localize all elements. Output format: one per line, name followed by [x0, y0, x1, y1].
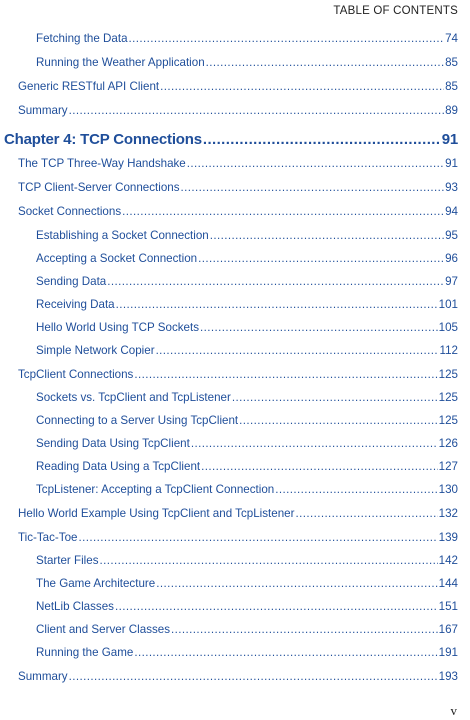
toc-entry[interactable] [18, 368, 458, 381]
dot-leader [134, 646, 437, 659]
toc-entry-page: 139 [438, 531, 458, 544]
toc-entry-page: 144 [438, 577, 458, 590]
dot-leader [69, 104, 444, 117]
toc-entry-page: 96 [445, 252, 458, 265]
dot-leader [203, 131, 441, 148]
toc-entry-page: 85 [445, 80, 458, 93]
toc-entry-page: 91 [441, 131, 458, 148]
toc-entry-title: Summary [18, 104, 68, 117]
toc-entry-page: 112 [439, 344, 458, 357]
toc-entry-page: 167 [438, 623, 458, 636]
toc-entry-title: Connecting to a Server Using TcpClient [36, 414, 239, 427]
dot-leader [198, 252, 444, 265]
dot-leader [191, 437, 438, 450]
dot-leader [134, 368, 437, 381]
dot-leader [160, 80, 444, 93]
dot-leader [187, 157, 444, 170]
toc-entry-title: Accepting a Socket Connection [36, 252, 198, 265]
toc-entry-title: Sockets vs. TcpClient and TcpListener [36, 391, 231, 404]
toc-entry-title: Fetching the Data [36, 32, 128, 45]
dot-leader [239, 414, 438, 427]
toc-entry[interactable] [18, 531, 458, 544]
dot-leader [200, 321, 438, 334]
dot-leader [210, 229, 444, 242]
toc-entry[interactable] [36, 321, 458, 334]
toc-entry[interactable] [36, 437, 458, 450]
toc-entry[interactable] [36, 414, 458, 427]
toc-entry-title: Hello World Example Using TcpClient and TcpListener [18, 507, 295, 520]
toc-entry[interactable] [18, 205, 458, 218]
toc-entry-page: 95 [445, 229, 458, 242]
dot-leader [156, 344, 439, 357]
toc-entry-title: Summary [18, 670, 68, 683]
toc-entry[interactable] [36, 275, 458, 288]
toc-chapter-entry[interactable] [4, 131, 458, 148]
toc-entry-page: 74 [445, 32, 458, 45]
toc-entry[interactable] [36, 229, 458, 242]
dot-leader [100, 554, 438, 567]
toc-entry-page: 97 [445, 275, 458, 288]
running-header: TABLE OF CONTENTS [333, 5, 458, 17]
toc-entry-title: TcpListener: Accepting a TcpClient Connection [36, 483, 275, 496]
toc-entry-title: Running the Game [36, 646, 134, 659]
toc-entry-title: Starter Files [36, 554, 99, 567]
dot-leader [171, 623, 438, 636]
dot-leader [181, 181, 445, 194]
toc-entry-title: Establishing a Socket Connection [36, 229, 209, 242]
toc-entry[interactable] [18, 80, 458, 93]
dot-leader [295, 507, 437, 520]
toc-entry[interactable] [36, 483, 458, 496]
toc-entry-page: 127 [438, 460, 458, 473]
toc-entry-page: 132 [438, 507, 458, 520]
toc-entry-page: 130 [438, 483, 458, 496]
toc-entry-page: 105 [438, 321, 458, 334]
toc-entry[interactable] [18, 181, 458, 194]
toc-entry[interactable] [18, 507, 458, 520]
dot-leader [129, 32, 445, 45]
toc-entry[interactable] [36, 298, 458, 311]
dot-leader [116, 298, 438, 311]
toc-entry-page: 101 [438, 298, 458, 311]
toc-entry-title: TCP Client-Server Connections [18, 181, 180, 194]
toc-entry-page: 125 [438, 391, 458, 404]
toc-entry-title: The Game Architecture [36, 577, 156, 590]
toc-entry-page: 94 [445, 205, 458, 218]
toc-entry-page: 125 [438, 414, 458, 427]
toc-entry[interactable] [36, 646, 458, 659]
toc-entry-title: Tic-Tac-Toe [18, 531, 78, 544]
toc-entry[interactable] [18, 670, 458, 683]
dot-leader [201, 460, 438, 473]
toc-entry-title: The TCP Three-Way Handshake [18, 157, 186, 170]
toc-entry-title: Receiving Data [36, 298, 115, 311]
toc-entry-page: 142 [438, 554, 458, 567]
dot-leader [69, 670, 438, 683]
toc-entry-title: Simple Network Copier [36, 344, 155, 357]
dot-leader [115, 600, 438, 613]
dot-leader [156, 577, 437, 590]
toc-entry[interactable] [36, 56, 458, 69]
toc-entry-title: Socket Connections [18, 205, 122, 218]
toc-entry-page: 151 [438, 600, 458, 613]
toc-entry-title: TcpClient Connections [18, 368, 134, 381]
toc-entry-page: 125 [438, 368, 458, 381]
toc-entry-title: Chapter 4: TCP Connections [4, 131, 202, 148]
toc-entry-title: Hello World Using TCP Sockets [36, 321, 200, 334]
toc-entry[interactable] [18, 157, 458, 170]
toc-entry-page: 89 [445, 104, 458, 117]
toc-entry[interactable] [36, 252, 458, 265]
toc-entry[interactable] [36, 460, 458, 473]
toc-entry[interactable] [36, 577, 458, 590]
toc-entry-title: Reading Data Using a TcpClient [36, 460, 201, 473]
toc-entry[interactable] [18, 104, 458, 117]
toc-entry-title: Generic RESTful API Client [18, 80, 160, 93]
toc-entry-title: NetLib Classes [36, 600, 114, 613]
dot-leader [78, 531, 437, 544]
dot-leader [232, 391, 438, 404]
toc-entry[interactable] [36, 600, 458, 613]
toc-entry-page: 93 [445, 181, 458, 194]
page-number: v [450, 703, 457, 718]
toc-entry-page: 126 [438, 437, 458, 450]
toc-entry-page: 191 [438, 646, 458, 659]
toc-entry[interactable] [36, 623, 458, 636]
dot-leader [107, 275, 444, 288]
toc-entry-title: Client and Server Classes [36, 623, 171, 636]
toc-entry-title: Sending Data Using TcpClient [36, 437, 190, 450]
dot-leader [275, 483, 437, 496]
toc-entry-title: Sending Data [36, 275, 107, 288]
toc-entry-page: 193 [438, 670, 458, 683]
dot-leader [122, 205, 444, 218]
toc-entry-page: 85 [445, 56, 458, 69]
toc-entry[interactable] [36, 554, 458, 567]
dot-leader [206, 56, 444, 69]
toc-entry[interactable] [36, 344, 458, 357]
toc-entry-page: 91 [445, 157, 458, 170]
toc-entry[interactable] [36, 391, 458, 404]
toc-entry[interactable] [36, 32, 458, 45]
toc-entry-title: Running the Weather Application [36, 56, 205, 69]
